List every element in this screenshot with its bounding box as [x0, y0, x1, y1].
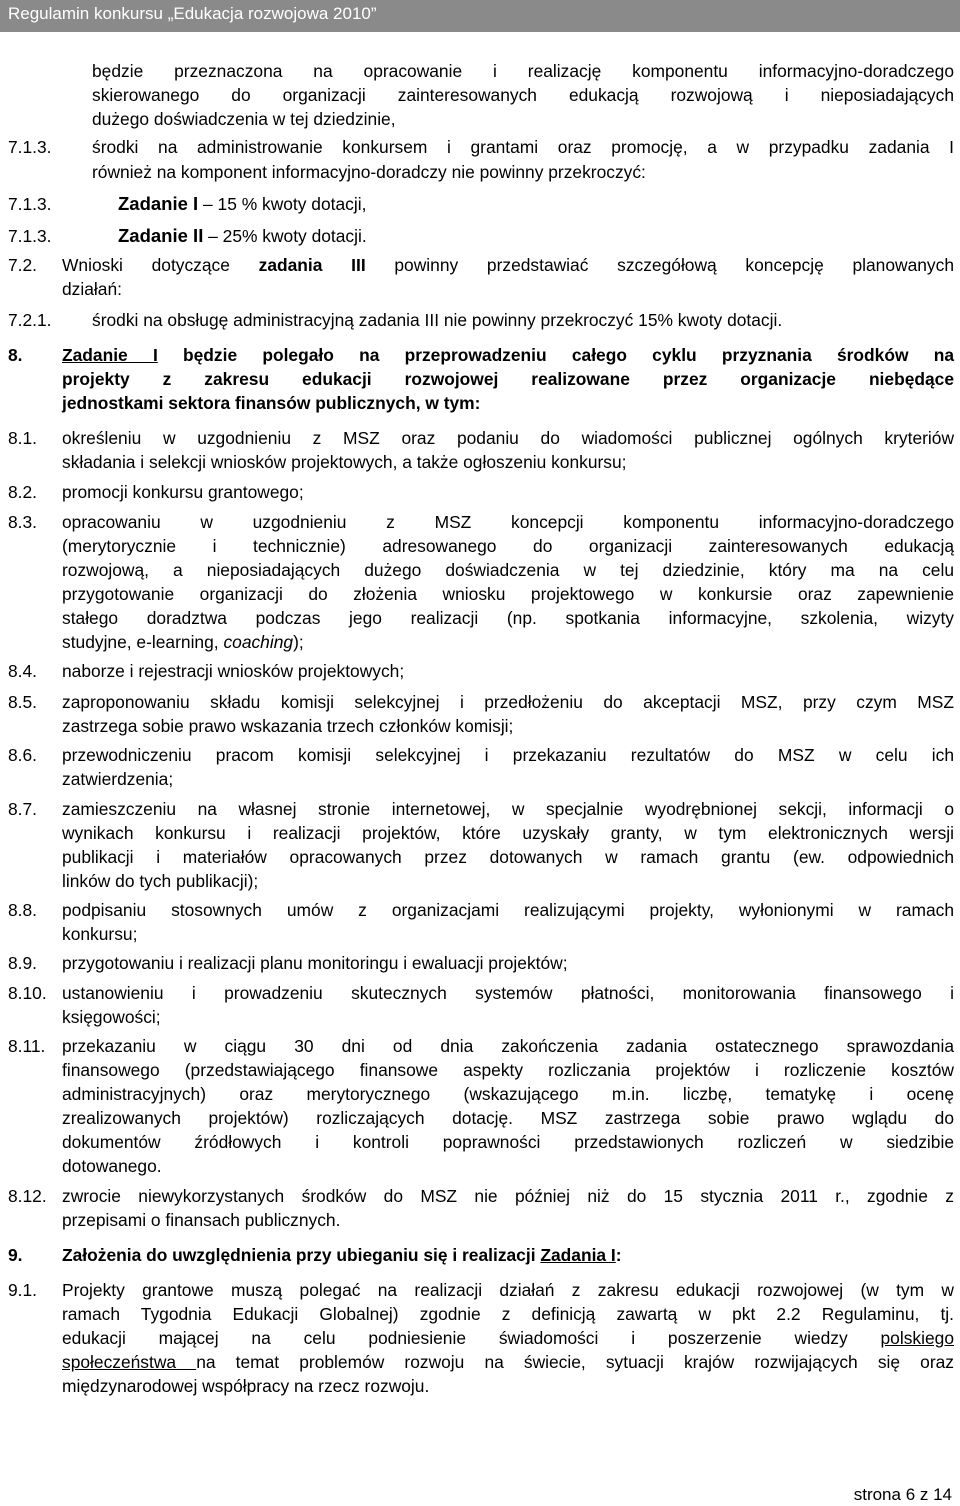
item-number: 8.3.: [8, 512, 38, 532]
text-run-underline: Zadanie I: [62, 345, 158, 365]
section-number: 8.: [8, 345, 23, 365]
paragraph-line: międzynarodowej współpracy na rzecz rozwoju.: [62, 1376, 430, 1396]
paragraph-line: konkursu;: [62, 924, 138, 944]
item-number: 8.11.: [8, 1036, 46, 1056]
paragraph-line: linków do tych publikacji);: [62, 871, 259, 891]
paragraph-line: środki na obsługę administracyjną zadania III nie powinny przekroczyć 15% kwoty dotacji.: [92, 310, 783, 330]
text-run: studyjne, e-learning,: [62, 632, 224, 652]
paragraph-line: rozwojową, a nieposiadających dużego doświadczenia w tej dziedzinie, który ma na celu: [62, 560, 954, 580]
section-heading: [62, 1243, 622, 1267]
paragraph-line: będzie przeznaczona na opracowanie i realizację komponentu informacyjno-doradczego: [92, 61, 954, 81]
paragraph-line: administracyjnych) oraz merytorycznego (wskazującego m.in. liczbę, tematykę i ocenę: [62, 1084, 954, 1104]
item-number: 8.1.: [8, 428, 38, 448]
text-run-italic: coaching: [223, 632, 294, 652]
paragraph-line: działań:: [62, 279, 122, 299]
paragraph-line: zastrzega sobie prawo wskazania trzech członków komisji;: [62, 716, 514, 736]
paragraph-line: środki na administrowanie konkursem i grantami oraz promocję, a w przypadku zadania I: [92, 137, 954, 157]
paragraph-line: ramach Tygodnia Edukacji Globalnej) zgodnie z definicją zawartą w pkt 2.2 Regulaminu, tj.: [62, 1304, 954, 1324]
paragraph-line: [62, 630, 304, 654]
paragraph-line: finansowego (przedstawiającego finansowe aspekty rozliczania projektów i rozliczenie kosztów: [62, 1060, 954, 1080]
text-run: będzie polegało na przeprowadzeniu całego cyklu przyznania środków na: [157, 345, 954, 365]
paragraph-line: Projekty grantowe muszą polegać na realizacji działań z zakresu edukacji rozwojowej (w tym w: [62, 1280, 954, 1300]
text-run-underline: społeczeństwa: [62, 1352, 197, 1372]
paragraph-line: (merytorycznie i technicznie) adresowanego do organizacji zainteresowanych edukacją: [62, 536, 954, 556]
text-run-underline: polskiego: [880, 1328, 954, 1348]
item-number: 8.7.: [8, 799, 38, 819]
paragraph-line: zamieszczeniu na własnej stronie internetowej, w specjalnie wyodrębnionej sekcji, informacji o: [62, 799, 954, 819]
paragraph-line: składania i selekcji wniosków projektowych, a także ogłoszeniu konkursu;: [62, 452, 627, 472]
paragraph-line: naborze i rejestracji wniosków projektowych;: [62, 661, 405, 681]
paragraph-line: promocji konkursu grantowego;: [62, 482, 304, 502]
text-run: :: [615, 1245, 622, 1265]
item-number: 8.9.: [8, 953, 38, 973]
paragraph-line: wynikach konkursu i realizacji projektów, które uzyskały granty, w tym elektronicznych wersji: [62, 823, 954, 843]
paragraph-line: zwrocie niewykorzystanych środków do MSZ nie później niż do 15 stycznia 2011 r., zgodnie z: [62, 1186, 954, 1206]
header-title: Regulamin konkursu „Edukacja rozwojowa 2010”: [8, 4, 377, 23]
paragraph-line: przygotowaniu i realizacji planu monitoringu i ewaluacji projektów;: [62, 953, 568, 973]
zadanie-label: Zadanie II: [118, 225, 204, 246]
paragraph-line: stałego doradztwa podczas jego realizacji (np. spotkania informacyjne, szkolenia, wizyty: [62, 608, 954, 628]
document-header: [0, 0, 960, 32]
item-number: 8.12.: [8, 1186, 47, 1206]
section-number: 7.2.1.: [8, 310, 52, 330]
paragraph-line: zaproponowaniu składu komisji selekcyjnej i przedłożeniu do akceptacji MSZ, przy czym MSZ: [62, 692, 954, 712]
paragraph-line: określeniu w uzgodnieniu z MSZ oraz podaniu do wiadomości publicznej ogólnych kryteriów: [62, 428, 954, 448]
zadanie-label: Zadanie I: [118, 193, 199, 214]
item-number: 8.8.: [8, 900, 38, 920]
item-number: 8.10.: [8, 983, 47, 1003]
section-number: 7.1.3.: [8, 194, 52, 214]
paragraph-line: również na komponent informacyjno-doradczy nie powinny przekroczyć:: [92, 162, 646, 182]
section-number: 9.: [8, 1245, 23, 1265]
paragraph-line: [62, 253, 954, 277]
paragraph-line: skierowanego do organizacji zainteresowanych edukacją rozwojową i nieposiadających: [92, 85, 954, 105]
item-number: 8.6.: [8, 745, 38, 765]
paragraph-line: [62, 1350, 954, 1374]
paragraph-line: zatwierdzenia;: [62, 769, 174, 789]
zadanie-2-line: [118, 224, 367, 248]
zadanie-1-line: [118, 192, 366, 216]
page-number: strona 6 z 14: [853, 1485, 952, 1504]
paragraph-line: ustanowieniu i prowadzeniu skutecznych systemów płatności, monitorowania finansowego i: [62, 983, 954, 1003]
zadanie-text: – 25% kwoty dotacji.: [203, 226, 367, 246]
paragraph-line: przygotowanie organizacji do złożenia wniosku projektowego w konkursie oraz zapewnienie: [62, 584, 954, 604]
paragraph-line: dużego doświadczenia w tej dziedzinie,: [92, 109, 396, 129]
paragraph-line: dotowanego.: [62, 1156, 162, 1176]
text-run-bold: zadania III: [258, 255, 366, 275]
text-run: edukacji mającej na celu podniesienie świadomości i poszerzenie wiedzy: [62, 1328, 881, 1348]
section-number: 7.2.: [8, 255, 38, 275]
text-run: powinny przedstawiać szczegółową koncepcję planowanych: [365, 255, 954, 275]
text-run: na temat problemów rozwoju na świecie, sytuacji krajów rozwijających się oraz: [196, 1352, 955, 1372]
paragraph-line: zrealizowanych projektów) rozliczających dotację. MSZ zastrzega sobie prawo wglądu do: [62, 1108, 954, 1128]
paragraph-line: podpisaniu stosownych umów z organizacjami realizującymi projekty, wyłonionymi w ramach: [62, 900, 954, 920]
item-number: 8.4.: [8, 661, 38, 681]
item-number: 9.1.: [8, 1280, 38, 1300]
paragraph-line: opracowaniu w uzgodnieniu z MSZ koncepcji komponentu informacyjno-doradczego: [62, 512, 954, 532]
text-run: Założenia do uwzględnienia przy ubieganiu się i realizacji: [62, 1245, 541, 1265]
item-number: 8.5.: [8, 692, 38, 712]
paragraph-line: przewodniczeniu pracom komisji selekcyjnej i przekazaniu rezultatów do MSZ w celu ich: [62, 745, 954, 765]
item-number: 8.2.: [8, 482, 38, 502]
text-run: );: [293, 632, 304, 652]
paragraph-line: przepisami o finansach publicznych.: [62, 1210, 341, 1230]
paragraph-line: jednostkami sektora finansów publicznych, w tym:: [62, 393, 481, 413]
paragraph-line: projekty z zakresu edukacji rozwojowej realizowane przez organizacje niebędące: [62, 369, 954, 389]
paragraph-line: [62, 343, 954, 367]
paragraph-line: dokumentów źródłowych i kontroli poprawności przedstawionych rozliczeń w siedzibie: [62, 1132, 954, 1152]
section-number: 7.1.3.: [8, 226, 52, 246]
paragraph-line: publikacji i materiałów opracowanych przez dotowanych w ramach grantu (ew. odpowiednich: [62, 847, 954, 867]
text-run: Wnioski dotyczące: [62, 255, 259, 275]
text-run-underline: Zadania I: [540, 1245, 616, 1265]
paragraph-line: księgowości;: [62, 1007, 161, 1027]
section-number: 7.1.3.: [8, 137, 52, 157]
paragraph-line: [62, 1326, 954, 1350]
paragraph-line: przekazaniu w ciągu 30 dni od dnia zakończenia zadania ostatecznego sprawozdania: [62, 1036, 954, 1056]
zadanie-text: – 15 % kwoty dotacji,: [198, 194, 367, 214]
